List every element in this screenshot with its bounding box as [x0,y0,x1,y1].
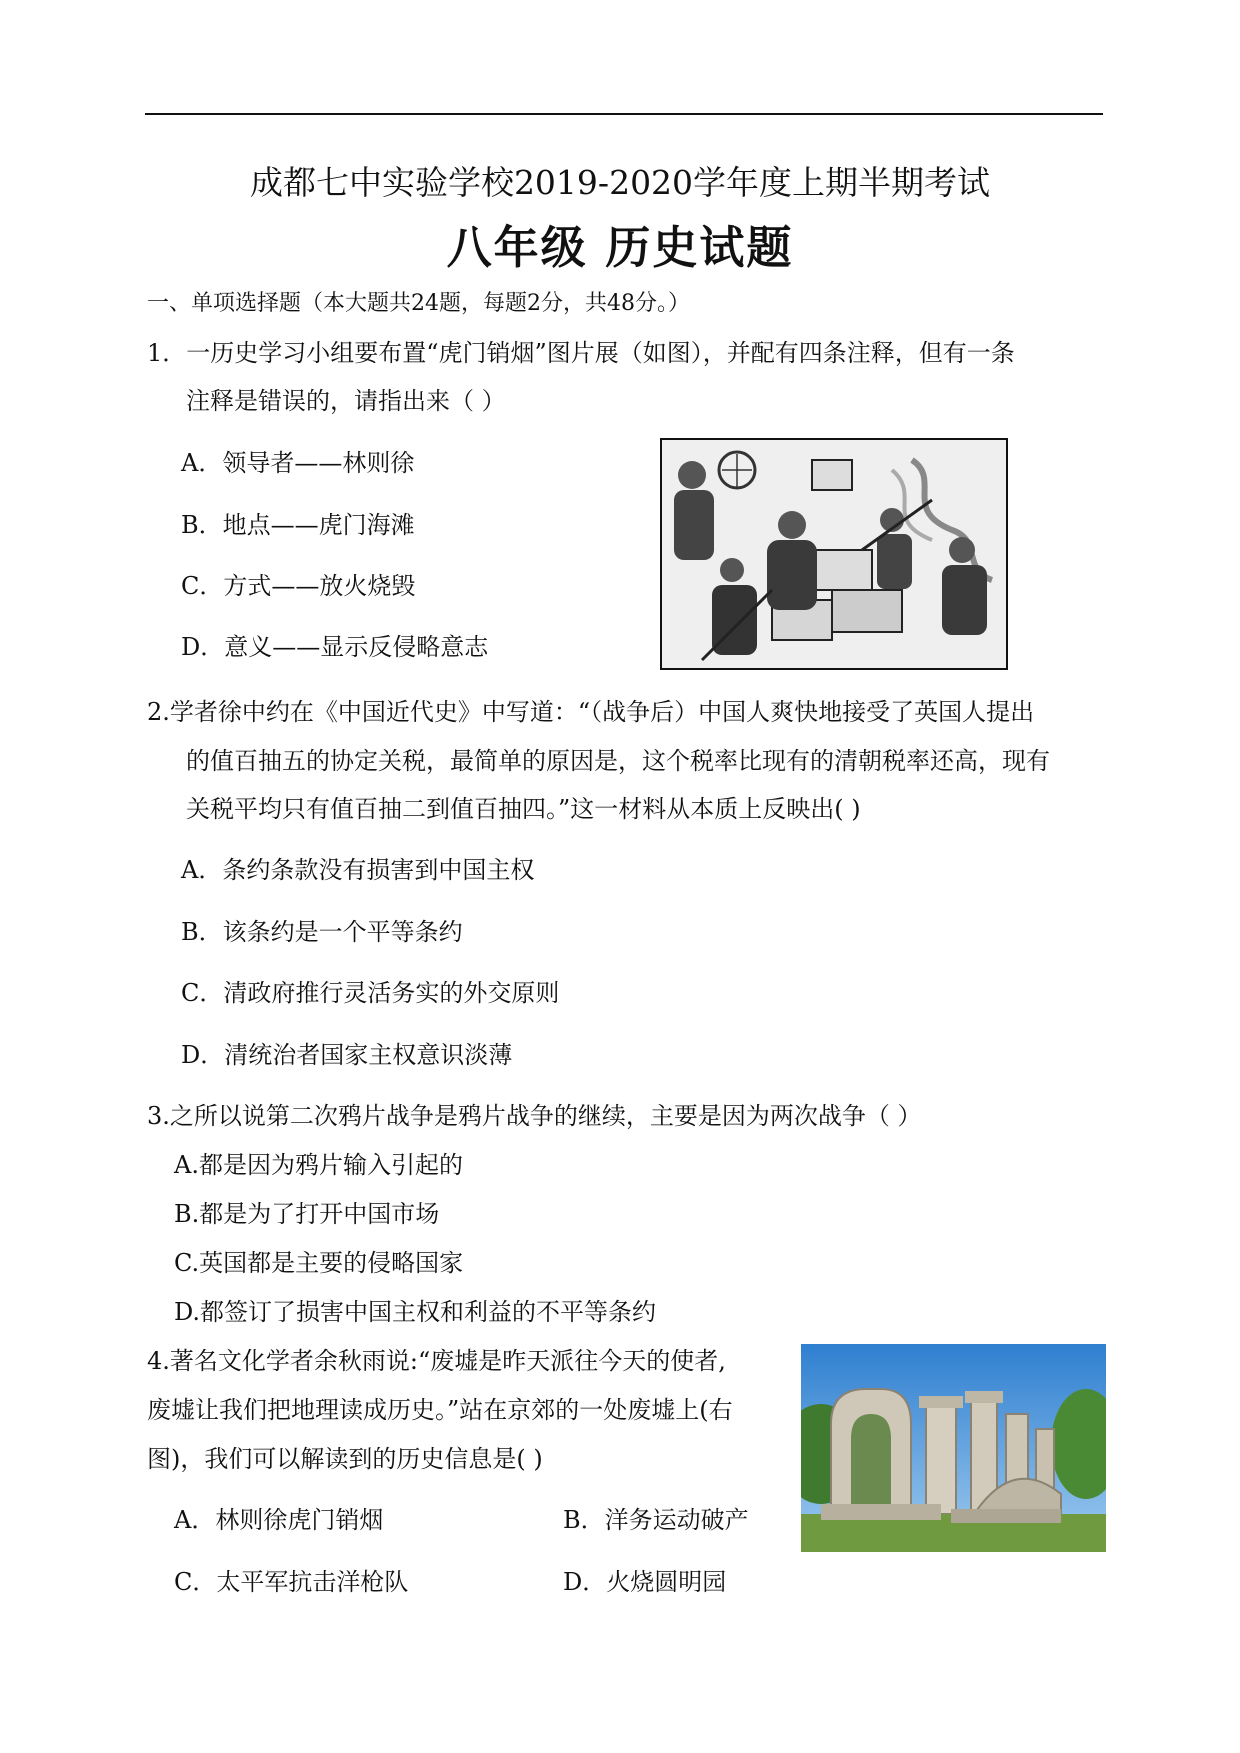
q1-option-b[interactable]: B．地点——虎门海滩 [181,511,415,539]
q3-option-b[interactable]: B.都是为了打开中国市场 [174,1200,440,1228]
q4-option-b[interactable]: B．洋务运动破产 [563,1506,749,1534]
q2-option-c[interactable]: C．清政府推行灵活务实的外交原则 [181,979,560,1007]
q1-stem-line2: 注释是错误的，请指出来（ ） [186,387,506,415]
q4-stem-line3: 图)，我们可以解读到的历史信息是( ) [147,1445,543,1473]
q1-option-c[interactable]: C．方式——放火烧毁 [181,572,416,600]
subject-title: 八年级 历史试题 [446,221,794,274]
section-heading: 一、单项选择题（本大题共24题，每题2分，共48分。） [147,291,690,316]
header-rule [145,113,1103,115]
q4-stem-line1: 4.著名文化学者余秋雨说:“废墟是昨天派往今天的使者, [147,1347,726,1375]
q4-option-c[interactable]: C．太平军抗击洋枪队 [174,1568,409,1596]
q2-stem-line1: 2.学者徐中约在《中国近代史》中写道：“（战争后）中国人爽快地接受了英国人提出 [147,698,1035,726]
q1-option-d[interactable]: D．意义——显示反侵略意志 [181,633,489,661]
opium-burning-illustration [660,438,1008,670]
q2-option-a[interactable]: A．条约条款没有损害到中国主权 [181,856,535,884]
q2-stem-line3: 关税平均只有值百抽二到值百抽四。”这一材料从本质上反映出( ) [186,795,861,823]
ruins-photo [801,1344,1106,1552]
q1-stem-line1: 1．一历史学习小组要布置“虎门销烟”图片展（如图），并配有四条注释，但有一条 [147,339,1015,367]
q2-option-d[interactable]: D．清统治者国家主权意识淡薄 [181,1041,513,1069]
q3-option-d[interactable]: D.都签订了损害中国主权和利益的不平等条约 [174,1298,657,1326]
q3-option-c[interactable]: C.英国都是主要的侵略国家 [174,1249,464,1277]
q2-option-b[interactable]: B．该条约是一个平等条约 [181,918,463,946]
q3-option-a[interactable]: A.都是因为鸦片输入引起的 [174,1151,463,1179]
q4-option-d[interactable]: D．火烧圆明园 [563,1568,727,1596]
q4-stem-line2: 废墟让我们把地理读成历史。”站在京郊的一处废墟上(右 [147,1396,733,1424]
exam-title: 成都七中实验学校2019-2020学年度上期半期考试 [249,163,991,202]
q2-stem-line2: 的值百抽五的协定关税，最简单的原因是，这个税率比现有的清朝税率还高，现有 [186,747,1050,775]
q4-option-a[interactable]: A．林则徐虎门销烟 [174,1506,384,1534]
q3-stem-line1: 3.之所以说第二次鸦片战争是鸦片战争的继续，主要是因为两次战争（ ） [147,1102,922,1130]
q1-option-a[interactable]: A．领导者——林则徐 [181,449,415,477]
